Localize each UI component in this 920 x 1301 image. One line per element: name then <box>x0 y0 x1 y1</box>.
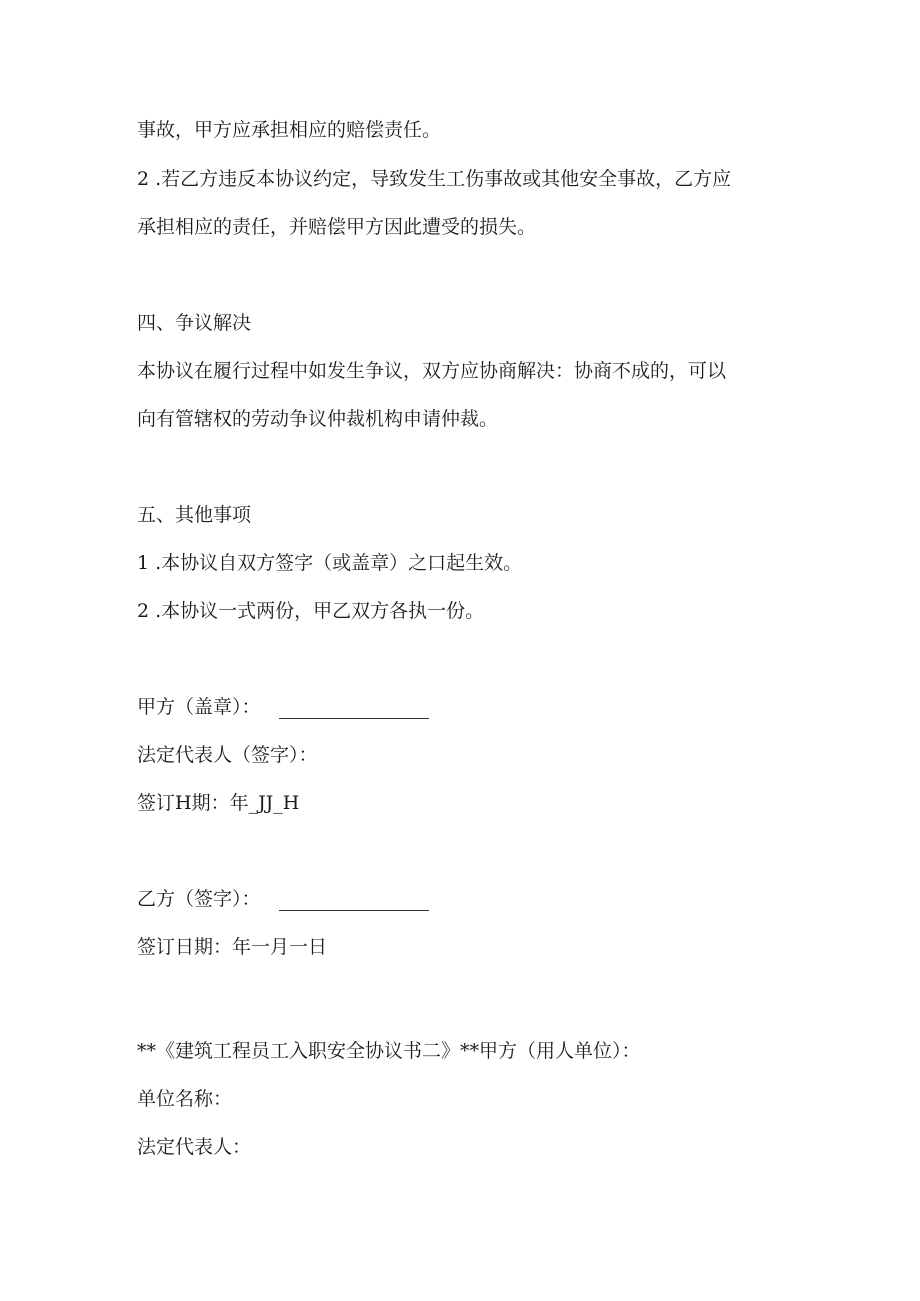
legal-rep-label: 法定代表人： <box>137 1136 252 1158</box>
party-a-seal-row <box>137 695 429 719</box>
unit-name-label: 单位名称： <box>137 1088 233 1110</box>
section-heading-other: 五、其他事项 <box>137 504 252 526</box>
section-heading-dispute: 四、争议解决 <box>137 312 252 334</box>
party-a-legal-rep-label: 法定代表人（签字）： <box>137 744 318 766</box>
party-b-sign-label: 乙方（签字）： <box>137 888 261 910</box>
paragraph-line: 承担相应的责任，并赔偿甲方因此遭受的损失。 <box>137 216 537 238</box>
clause-item-1: 1 .本协议自双方签字（或盖章）之口起生效。 <box>137 552 523 574</box>
party-b-sign-row <box>137 887 429 911</box>
next-agreement-heading: **《建筑工程员工入职安全协议书二》**甲方（用人单位）： <box>137 1040 641 1062</box>
party-b-sign-date: 签订日期：年一月一日 <box>137 936 328 958</box>
paragraph-line: 本协议在履行过程中如发生争议，双方应协商解决：协商不成的，可以 <box>137 360 727 382</box>
party-a-sign-date: 签订H期：年_JJ_H <box>137 792 300 814</box>
party-a-seal-label: 甲方（盖章）： <box>137 696 261 718</box>
clause-item-2: 2 .本协议一式两份，甲乙双方各执一份。 <box>137 600 485 622</box>
paragraph-line: 向有管辖权的劳动争议仲裁机构申请仲裁。 <box>137 408 499 430</box>
party-a-seal-blank <box>279 700 429 719</box>
paragraph-line: 事故，甲方应承担相应的赔偿责任。 <box>137 119 442 141</box>
clause-item-2: 2 .若乙方违反本协议约定，导致发生工伤事故或其他安全事故，乙方应 <box>137 168 732 190</box>
party-b-sign-blank <box>279 892 429 911</box>
